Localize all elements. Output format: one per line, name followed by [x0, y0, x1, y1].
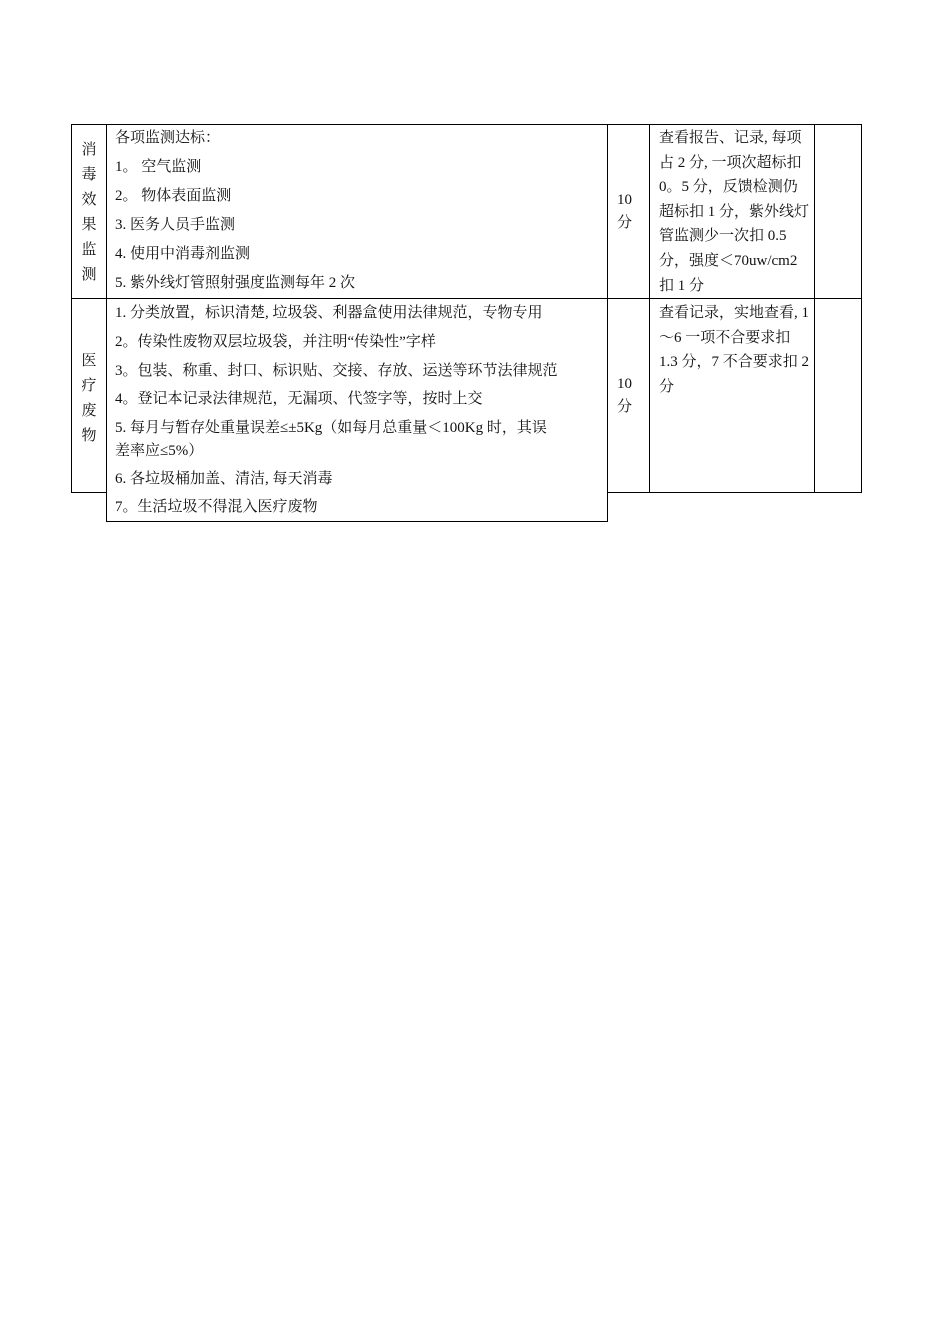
overflow-content-bottom-border	[106, 521, 608, 522]
requirement-item: 7。生活垃圾不得混入医疗废物	[115, 499, 318, 515]
requirement-item: 3. 医务人员手监测	[115, 217, 236, 233]
col-border-right	[861, 124, 862, 493]
requirement-item: 5. 每月与暂存处重量误差≤±5Kg（如每月总重量＜100Kg 时，其误	[115, 420, 547, 436]
requirement-item: 1. 分类放置，标识清楚, 垃圾袋、利器盒使用法律规范，专物专用	[115, 305, 543, 321]
table-bottom-border-right	[607, 492, 862, 493]
score-value: 10 分	[617, 192, 633, 231]
table-top-border	[71, 124, 862, 125]
requirement-item: 2。传染性废物双层垃圾袋，并注明“传染性”字样	[115, 334, 436, 350]
requirement-item: 差率应≤5%）	[115, 443, 204, 459]
table-bottom-border-left	[71, 492, 107, 493]
col-border-content	[607, 124, 608, 522]
requirement-item: 4. 使用中消毒剂监测	[115, 246, 251, 262]
col-border-category	[106, 124, 107, 522]
category-disinfection-monitoring: 消 毒 效 果 监 测	[81, 140, 97, 283]
category-medical-waste: 医 疗 废 物	[81, 351, 97, 444]
scoring-method: 查看报告、记录, 每项占 2 分, 一项次超标扣 0。5 分，反馈检测仍超标扣 1 分，紫外线灯管监测少一次扣 0.5 分，强度＜70uw/cm2 扣 1 分	[659, 130, 810, 294]
col-border-method	[814, 124, 815, 493]
requirement-item: 4。登记本记录法律规范，无漏项、代签字等，按时上交	[115, 391, 483, 407]
requirement-item: 6. 各垃圾桶加盖、清洁, 每天消毒	[115, 471, 333, 487]
requirement-item: 各项监测达标：	[115, 130, 221, 146]
scoring-method: 查看记录，实地查看, 1～6 一项不合要求扣 1.3 分，7 不合要求扣 2 分	[659, 305, 810, 395]
requirement-item: 5. 紫外线灯管照射强度监测每年 2 次	[115, 275, 356, 291]
col-border-score	[649, 124, 650, 493]
score-value: 10 分	[617, 376, 633, 415]
requirement-item: 2。 物体表面监测	[115, 188, 232, 204]
requirement-item: 1。 空气监测	[115, 159, 202, 175]
requirement-item: 3。包装、称重、封口、标识贴、交接、存放、运送等环节法律规范	[115, 363, 558, 379]
